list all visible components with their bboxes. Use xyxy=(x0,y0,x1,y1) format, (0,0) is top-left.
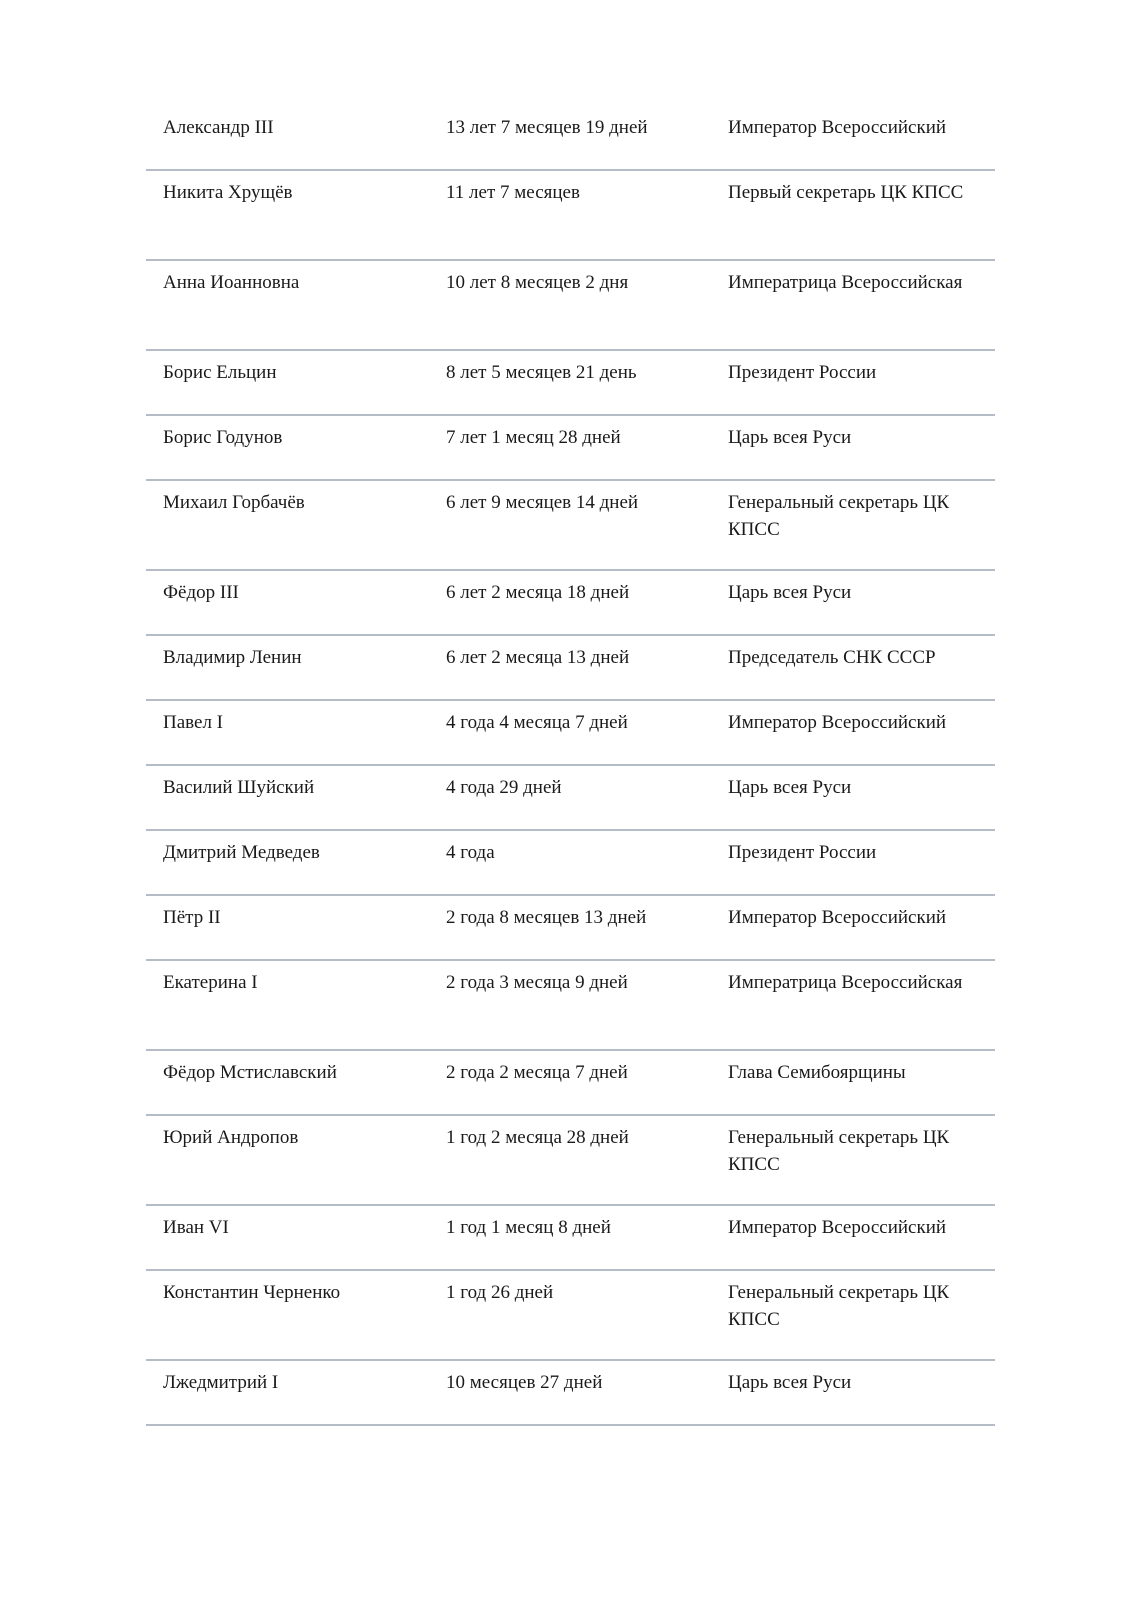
table-row xyxy=(146,1271,995,1361)
ruler-name: Фёдор Мстиславский xyxy=(163,1062,337,1083)
ruler-name: Борис Ельцин xyxy=(163,362,277,383)
table-row xyxy=(146,351,995,416)
ruler-name: Михаил Горбачёв xyxy=(163,492,305,513)
table-row xyxy=(146,896,995,961)
reign-duration: 10 месяцев 27 дней xyxy=(446,1372,603,1393)
table-row xyxy=(146,416,995,481)
ruler-name: Фёдор III xyxy=(163,582,239,603)
ruler-title: Император Всероссийский xyxy=(728,907,947,928)
reign-duration: 6 лет 2 месяца 18 дней xyxy=(446,582,630,603)
table-row xyxy=(146,171,995,261)
table-row xyxy=(146,1116,995,1206)
ruler-name: Александр III xyxy=(163,117,274,138)
ruler-title: Президент России xyxy=(728,362,877,383)
table-row xyxy=(146,106,995,171)
ruler-name: Владимир Ленин xyxy=(163,647,302,668)
reign-duration: 10 лет 8 месяцев 2 дня xyxy=(446,272,629,293)
ruler-title: Царь всея Руси xyxy=(728,582,852,603)
ruler-title: Генеральный секретарь ЦК КПСС xyxy=(728,1127,950,1175)
ruler-title: Царь всея Руси xyxy=(728,777,852,798)
reign-duration: 2 года 2 месяца 7 дней xyxy=(446,1062,628,1083)
ruler-title: Генеральный секретарь ЦК КПСС xyxy=(728,492,950,540)
table-row xyxy=(146,831,995,896)
ruler-title: Император Всероссийский xyxy=(728,1217,947,1238)
reign-duration: 13 лет 7 месяцев 19 дней xyxy=(446,117,648,138)
ruler-name: Пётр II xyxy=(163,907,221,928)
ruler-name: Василий Шуйский xyxy=(163,777,315,798)
ruler-name: Екатерина I xyxy=(163,972,258,993)
reign-duration: 6 лет 2 месяца 13 дней xyxy=(446,647,630,668)
reign-duration: 4 года 4 месяца 7 дней xyxy=(446,712,628,733)
ruler-name: Юрий Андропов xyxy=(163,1127,299,1148)
table-row xyxy=(146,636,995,701)
ruler-title: Императрица Всероссийская xyxy=(728,272,963,293)
ruler-title: Царь всея Руси xyxy=(728,427,852,448)
reign-duration: 8 лет 5 месяцев 21 день xyxy=(446,362,637,383)
reign-duration: 1 год 26 дней xyxy=(446,1282,554,1303)
ruler-title: Императрица Всероссийская xyxy=(728,972,963,993)
ruler-name: Анна Иоанновна xyxy=(163,272,300,293)
ruler-name: Константин Черненко xyxy=(163,1282,341,1303)
table-row xyxy=(146,1206,995,1271)
reign-duration: 6 лет 9 месяцев 14 дней xyxy=(446,492,639,513)
rulers-table xyxy=(146,106,995,1426)
ruler-title: Председатель СНК СССР xyxy=(728,647,936,668)
ruler-title: Император Всероссийский xyxy=(728,712,947,733)
ruler-name: Павел I xyxy=(163,712,224,733)
ruler-name: Дмитрий Медведев xyxy=(163,842,320,863)
reign-duration: 4 года xyxy=(446,842,495,863)
ruler-title: Царь всея Руси xyxy=(728,1372,852,1393)
ruler-title: Генеральный секретарь ЦК КПСС xyxy=(728,1282,950,1330)
reign-duration: 1 год 1 месяц 8 дней xyxy=(446,1217,611,1238)
reign-duration: 4 года 29 дней xyxy=(446,777,562,798)
reign-duration: 11 лет 7 месяцев xyxy=(446,182,580,203)
ruler-title: Президент России xyxy=(728,842,877,863)
table-row xyxy=(146,571,995,636)
table-row xyxy=(146,701,995,766)
reign-duration: 7 лет 1 месяц 28 дней xyxy=(446,427,621,448)
table-row xyxy=(146,766,995,831)
ruler-title: Император Всероссийский xyxy=(728,117,947,138)
table-row xyxy=(146,1361,995,1426)
ruler-name: Лжедмитрий I xyxy=(163,1372,279,1393)
reign-duration: 2 года 3 месяца 9 дней xyxy=(446,972,628,993)
ruler-name: Борис Годунов xyxy=(163,427,283,448)
table-row xyxy=(146,961,995,1051)
table-row xyxy=(146,261,995,351)
table-row xyxy=(146,481,995,571)
ruler-name: Никита Хрущёв xyxy=(163,182,293,203)
table-row xyxy=(146,1051,995,1116)
ruler-title: Глава Семибоярщины xyxy=(728,1062,906,1083)
reign-duration: 2 года 8 месяцев 13 дней xyxy=(446,907,647,928)
ruler-name: Иван VI xyxy=(163,1217,229,1238)
reign-duration: 1 год 2 месяца 28 дней xyxy=(446,1127,629,1148)
ruler-title: Первый секретарь ЦК КПСС xyxy=(728,182,964,203)
